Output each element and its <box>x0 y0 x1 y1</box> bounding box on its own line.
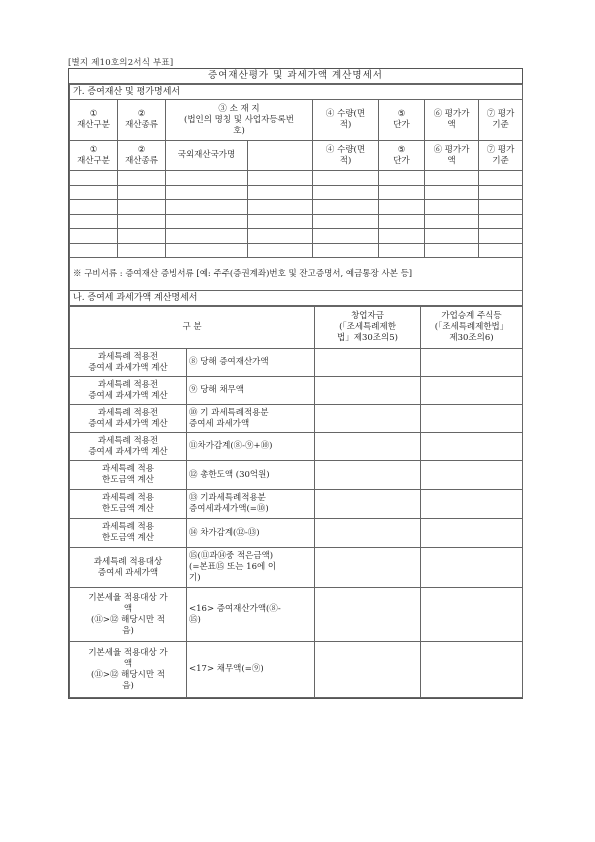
succession-value-cell[interactable] <box>421 548 523 588</box>
row-group: 과세특례 적용대상 증여세 과세가액 <box>70 548 187 588</box>
header-asset-type: ② 재산종류 <box>118 100 166 141</box>
table-row <box>70 349 523 377</box>
startup-value-cell[interactable] <box>315 548 421 588</box>
startup-value-cell[interactable] <box>315 377 421 405</box>
row-group: 과세특례 적용전 증여세 과세가액 계산 <box>70 349 187 377</box>
table-row <box>70 548 523 588</box>
row-group: 과세특례 적용전 증여세 과세가액 계산 <box>70 433 187 461</box>
startup-value-cell[interactable] <box>315 588 421 642</box>
header-location: ③ 소 재 지 (법인의 명칭 및 사업자등록번 호) <box>166 100 313 141</box>
row-group: 과세특례 적용전 증여세 과세가액 계산 <box>70 405 187 433</box>
table-row <box>70 588 523 642</box>
row-item: ⑪차가감계(⑧-⑨+⑩) <box>187 433 315 461</box>
row-group: 과세특례 적용 한도금액 계산 <box>70 490 187 519</box>
header-quantity: ④ 수량(면 적) <box>313 100 379 141</box>
header-valuation-basis: ⑦ 평가 기준 <box>479 100 523 141</box>
succession-value-cell[interactable] <box>421 461 523 490</box>
header-unit-price: ⑤ 단가 <box>379 100 425 141</box>
section-a-heading: 가. 증여재산 및 평가명세서 <box>70 85 523 100</box>
table-row <box>70 377 523 405</box>
row-group: 기본세율 적용대상 가 액 (⑪>⑫ 해당시만 적 음) <box>70 588 187 642</box>
asset-row <box>70 229 523 244</box>
table-row <box>70 405 523 433</box>
row-group: 과세특례 적용 한도금액 계산 <box>70 519 187 548</box>
succession-value-cell[interactable] <box>421 433 523 461</box>
header2-appraised-value: ⑥ 평가가 액 <box>425 141 479 171</box>
succession-value-cell[interactable] <box>421 490 523 519</box>
succession-value-cell[interactable] <box>421 349 523 377</box>
startup-value-cell[interactable] <box>315 461 421 490</box>
asset-table <box>69 84 523 306</box>
row-item: <16> 증여재산가액(⑧- ⑮) <box>187 588 315 642</box>
startup-value-cell[interactable] <box>315 405 421 433</box>
succession-value-cell[interactable] <box>421 405 523 433</box>
table-row <box>70 642 523 698</box>
header-startup-fund: 창업자금 (「조세특례제한 법」제30조의5) <box>315 307 421 349</box>
header2-foreign-country: 국외재산국가명 <box>166 141 248 171</box>
row-item: ⑫ 총한도액 (30억원) <box>187 461 315 490</box>
header2-unit-price: ⑤ 단가 <box>379 141 425 171</box>
form-caption: [별지 제10호의2서식 부표] <box>68 58 174 68</box>
header-asset-category: ① 재산구분 <box>70 100 118 141</box>
header2-asset-category: ① 재산구분 <box>70 141 118 171</box>
row-group: 과세특례 적용전 증여세 과세가액 계산 <box>70 377 187 405</box>
asset-row <box>70 171 523 186</box>
table-row <box>70 461 523 490</box>
header-category: 구 분 <box>70 307 315 349</box>
form-title: 증여재산평가 및 과세가액 계산명세서 <box>69 69 522 84</box>
startup-value-cell[interactable] <box>315 490 421 519</box>
table-row <box>70 490 523 519</box>
section-b-heading: 나. 증여세 과세가액 계산명세서 <box>70 291 523 306</box>
row-item: ⑭ 차가감계(⑫-⑬) <box>187 519 315 548</box>
startup-value-cell[interactable] <box>315 433 421 461</box>
header-appraised-value: ⑥ 평가가 액 <box>425 100 479 141</box>
header2-asset-type: ② 재산종류 <box>118 141 166 171</box>
startup-value-cell[interactable] <box>315 642 421 698</box>
row-item: <17> 채무액(=⑨) <box>187 642 315 698</box>
row-group: 과세특례 적용 한도금액 계산 <box>70 461 187 490</box>
succession-value-cell[interactable] <box>421 642 523 698</box>
asset-row <box>70 185 523 200</box>
row-item: ⑨ 당해 채무액 <box>187 377 315 405</box>
row-item: ⑮(⑪과⑭중 적은금액) (=본표⑮ 또는 16에 이 기) <box>187 548 315 588</box>
startup-value-cell[interactable] <box>315 349 421 377</box>
row-group: 기본세율 적용대상 가 액 (⑪>⑫ 해당시만 적 음) <box>70 642 187 698</box>
asset-row <box>70 243 523 258</box>
header2-blank <box>248 141 313 171</box>
row-item: ⑬ 기과세특례적용분 증여세과세가액(=⑩) <box>187 490 315 519</box>
succession-value-cell[interactable] <box>421 588 523 642</box>
table-row <box>70 519 523 548</box>
startup-value-cell[interactable] <box>315 519 421 548</box>
asset-row <box>70 214 523 229</box>
succession-value-cell[interactable] <box>421 377 523 405</box>
table-row <box>70 433 523 461</box>
succession-value-cell[interactable] <box>421 519 523 548</box>
header2-quantity: ④ 수량(면 적) <box>313 141 379 171</box>
form-frame <box>68 68 523 699</box>
row-item: ⑧ 당해 증여재산가액 <box>187 349 315 377</box>
header-family-business-shares: 가업승계 주식등 (「조세특례제한법」 제30조의6) <box>421 307 523 349</box>
taxable-amount-table <box>69 306 523 698</box>
required-documents-note: ※ 구비서류 : 증여재산 증빙서류 [예: 주주(증권계좌)번호 및 잔고증명서, 예금통장 사본 등] <box>70 258 523 291</box>
asset-row <box>70 200 523 215</box>
header2-valuation-basis: ⑦ 평가 기준 <box>479 141 523 171</box>
row-item: ⑩ 기 과세특례적용분 증여세 과세가액 <box>187 405 315 433</box>
